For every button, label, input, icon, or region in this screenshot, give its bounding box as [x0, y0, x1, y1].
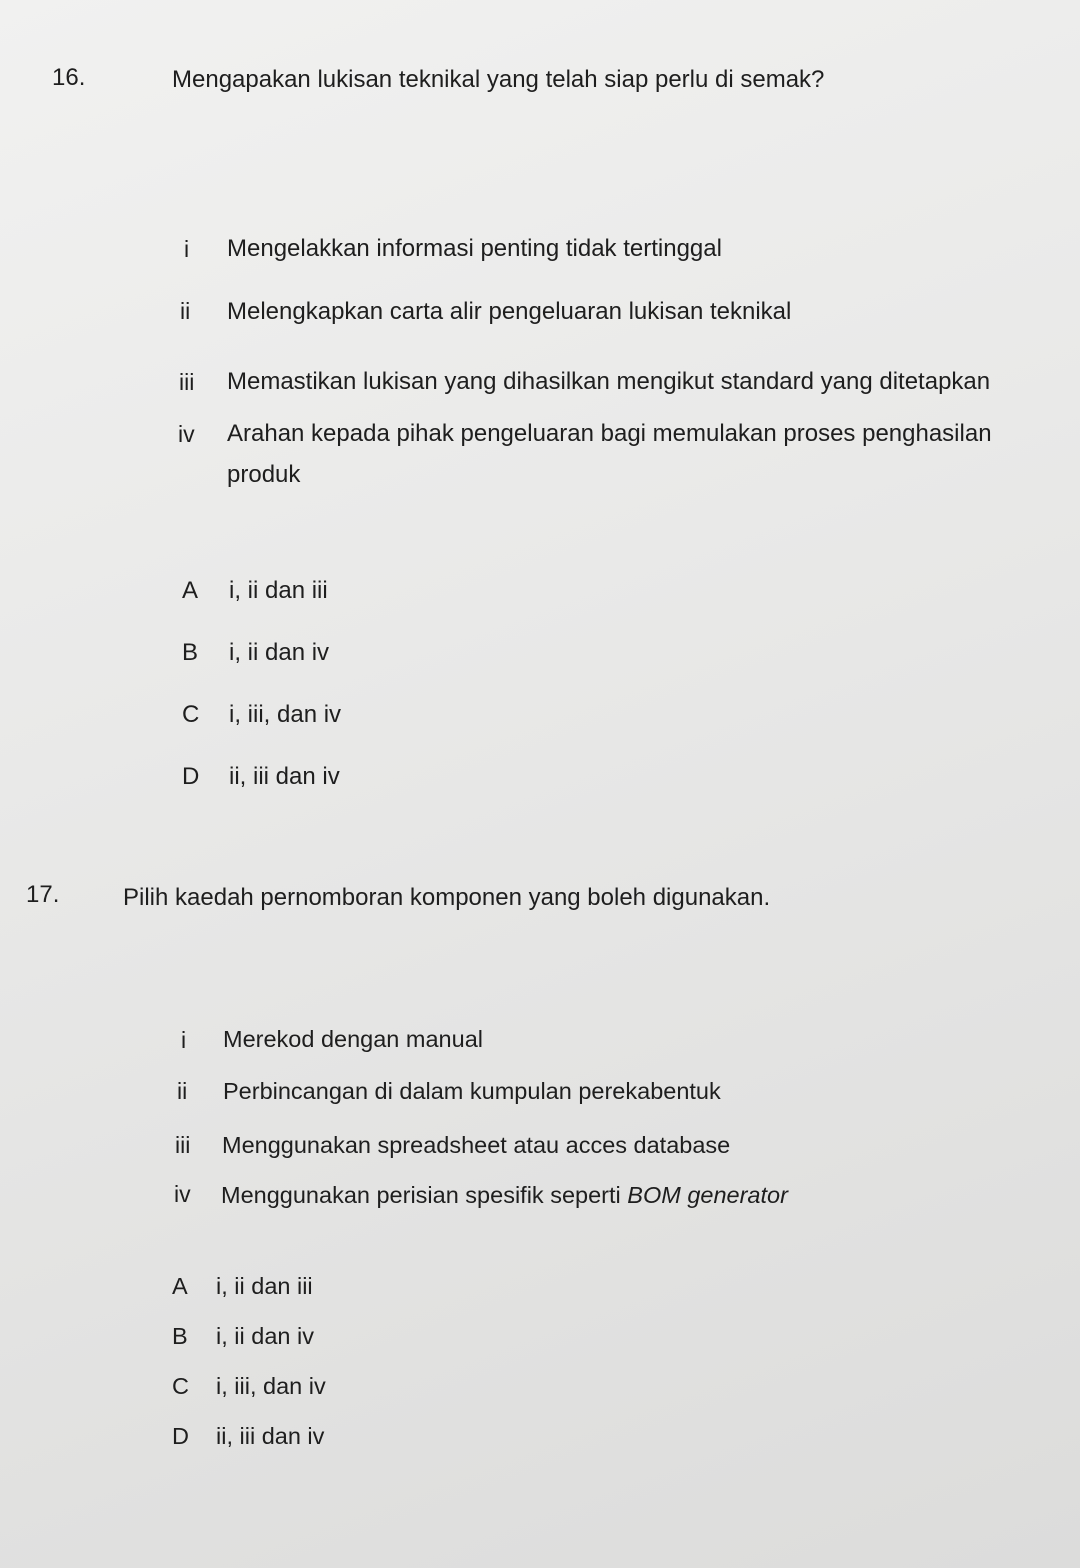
statement-text: Memastikan lukisan yang dihasilkan mengikut standard yang ditetapkan [227, 368, 991, 395]
statement-text: Mengelakkan informasi penting tidak tertinggal [227, 235, 722, 262]
option-letter: A [172, 1273, 188, 1299]
statement-continuation: produk [227, 461, 301, 488]
option-letter: C [182, 701, 200, 728]
statement-numeral: ii [177, 1078, 188, 1104]
question-text: Pilih kaedah pernomboran komponen yang boleh digunakan. [123, 884, 771, 911]
option-letter: B [182, 639, 199, 666]
question-number: 17. [26, 881, 60, 908]
question-number: 16. [52, 64, 86, 91]
statement-text: Perbincangan di dalam kumpulan perekabentuk [223, 1078, 721, 1104]
statement-numeral: iv [178, 421, 195, 447]
option-text: i, ii dan iii [229, 577, 328, 604]
statement-text [221, 1182, 788, 1209]
option-text: i, iii, dan iv [216, 1373, 326, 1399]
statement-numeral: i [181, 1027, 187, 1053]
option-letter: A [182, 577, 199, 604]
statement-numeral: iv [174, 1181, 191, 1207]
statement-text: Melengkapkan carta alir pengeluaran lukisan teknikal [227, 298, 792, 325]
option-letter: C [172, 1373, 189, 1399]
statement-numeral: iii [179, 369, 195, 395]
option-letter: D [182, 763, 200, 790]
question-text: Mengapakan lukisan teknikal yang telah siap perlu di semak? [172, 66, 825, 93]
option-text: i, ii dan iii [216, 1273, 313, 1299]
option-text: ii, iii dan iv [216, 1423, 325, 1449]
statement-numeral: ii [180, 298, 191, 324]
statement-numeral: i [184, 236, 190, 262]
statement-text: Menggunakan spreadsheet atau acces database [222, 1132, 731, 1158]
statement-text: Arahan kepada pihak pengeluaran bagi memulakan proses penghasilan [227, 420, 992, 447]
statement-numeral: iii [175, 1132, 191, 1158]
option-text: i, ii dan iv [216, 1323, 314, 1349]
statement-text: Merekod dengan manual [223, 1026, 483, 1052]
option-letter: D [172, 1423, 189, 1449]
option-letter: B [172, 1323, 188, 1349]
option-text: ii, iii dan iv [229, 763, 340, 790]
option-text: i, iii, dan iv [229, 701, 342, 728]
statement-text-plain: Menggunakan perisian spesifik seperti [221, 1182, 628, 1208]
option-text: i, ii dan iv [229, 639, 330, 666]
statement-text-italic: BOM generator [627, 1182, 788, 1208]
